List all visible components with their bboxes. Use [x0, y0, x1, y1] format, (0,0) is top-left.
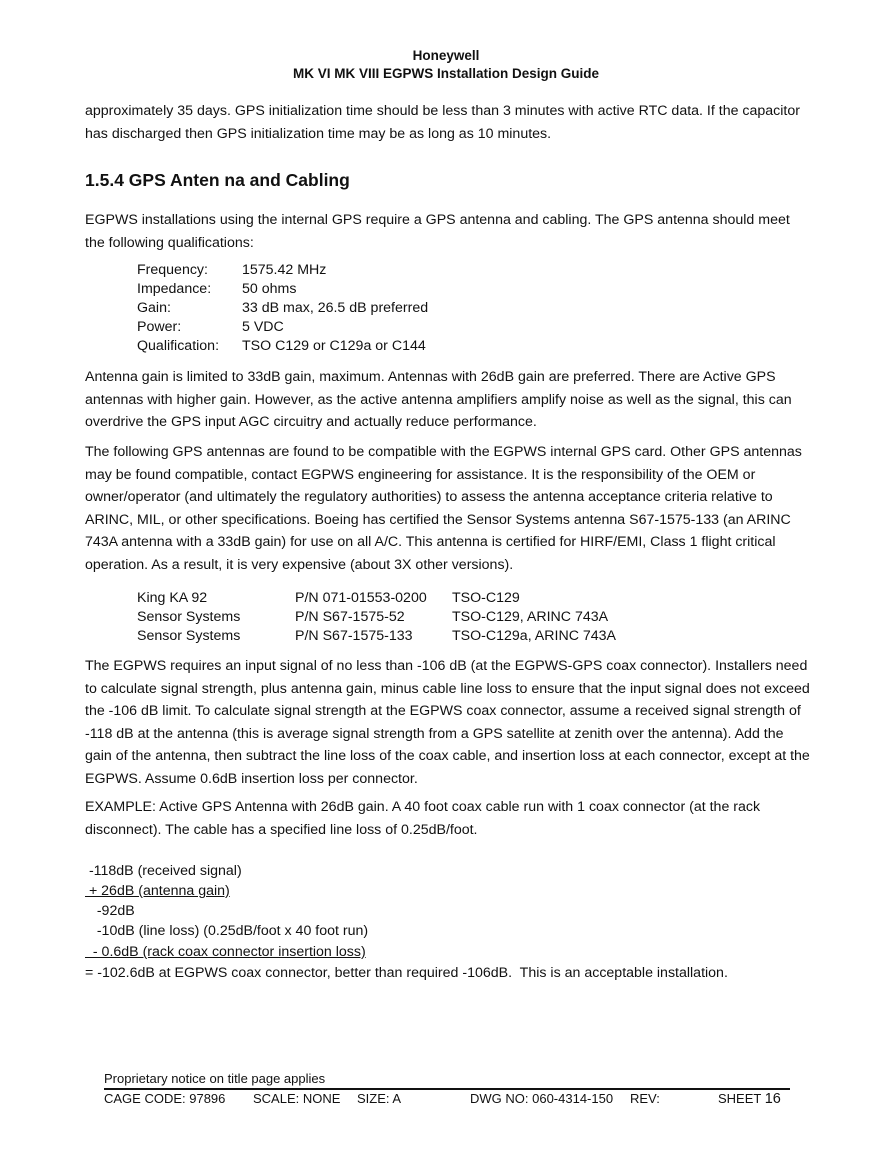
antenna-tso: TSO-C129	[452, 590, 520, 606]
antenna-tso: TSO-C129a, ARINC 743A	[452, 628, 617, 644]
spec-key: Gain:	[137, 300, 171, 316]
antenna-maker: Sensor Systems	[137, 609, 241, 625]
spec-key: Qualification:	[137, 338, 220, 354]
header-company: Honeywell	[412, 48, 480, 63]
spec-row	[137, 337, 426, 356]
paragraph-3: The following GPS antennas are found to be compatible with the EGPWS internal GPS card. Other GPS antennas may be found compatible, contact EGPWS engineering for assistance. It is the responsibility of the OEM or owner/operator (and ultimately the regulatory authorities) to assess the antenna acceptance criteria relative to ARINC, MIL, or other specifications. Boeing has certified the Sensor Systems antenna S67-1575-133 (an ARINC 743A antenna with a 33dB gain) for use on all A/C. This antenna is certified for HIRF/EMI, Class 1 flight critical operation. As a result, it is very expensive (about 3X other versions).	[85, 444, 802, 573]
calc-line: -118dB (received signal)	[85, 863, 242, 879]
section-heading: 1.5.4 GPS Anten na and Cabling	[85, 170, 350, 190]
calc-line-underlined: + 26dB (antenna gain)	[85, 883, 230, 899]
spec-value: 33 dB max, 26.5 dB preferred	[242, 300, 429, 316]
revision: REV:	[630, 1091, 660, 1106]
calc-line-underlined: - 0.6dB (rack coax connector insertion loss)	[85, 944, 366, 960]
intro-paragraph: approximately 35 days. GPS initialization time should be less than 3 minutes with active RTC data. If the capacitor has discharged then GPS initialization time may be as long as 10 minutes.	[85, 103, 800, 142]
antenna-maker: Sensor Systems	[137, 628, 241, 644]
antenna-part-number: P/N 071-01553-0200	[295, 590, 427, 606]
spec-value: 1575.42 MHz	[242, 262, 327, 278]
spec-row	[137, 261, 326, 280]
spec-row	[137, 318, 284, 337]
antenna-part-number: P/N S67-1575-52	[295, 609, 405, 625]
size: SIZE: A	[357, 1091, 402, 1106]
spec-value: 5 VDC	[242, 319, 284, 335]
calc-line: -92dB	[85, 903, 135, 919]
sheet-label: SHEET	[718, 1091, 762, 1106]
antenna-maker: King KA 92	[137, 590, 208, 606]
drawing-number: DWG NO: 060-4314-150	[470, 1091, 614, 1106]
calc-result: = -102.6dB at EGPWS coax connector, better than required -106dB. This is an acceptable installation.	[85, 965, 728, 981]
spec-key: Power:	[137, 319, 182, 335]
antenna-row	[137, 589, 520, 608]
antenna-row	[137, 627, 616, 646]
spec-row	[137, 299, 428, 318]
footer-divider	[104, 1088, 790, 1090]
scale: SCALE: NONE	[253, 1091, 341, 1106]
calc-line	[85, 942, 366, 962]
paragraph-4: The EGPWS requires an input signal of no less than -106 dB (at the EGPWS-GPS coax connector). Installers need to calculate signal strength, plus antenna gain, minus cable line loss to ensure that the input signal does not exceed the -106 dB limit. To calculate signal strength at the EGPWS coax connector, assume a received signal strength of -118 dB at the antenna (this is average signal strength from a GPS satellite at zenith over the antenna). Add the gain of the antenna, then subtract the line loss of the coax cable, and insertion loss at each connector, except at the EGPWS. Assume 0.6dB insertion loss per connector.	[85, 658, 810, 787]
spec-value: TSO C129 or C129a or C144	[242, 338, 426, 354]
paragraph-5: EXAMPLE: Active GPS Antenna with 26dB gain. A 40 foot coax cable run with 1 coax connector (at the rack disconnect). The cable has a specified line loss of 0.25dB/foot.	[85, 799, 761, 838]
spec-key: Impedance:	[137, 281, 212, 297]
antenna-part-number: P/N S67-1575-133	[295, 628, 413, 644]
spec-value: 50 ohms	[242, 281, 297, 297]
antenna-tso: TSO-C129, ARINC 743A	[452, 609, 609, 625]
sheet-number	[718, 1091, 781, 1107]
calc-line: -10dB (line loss) (0.25dB/foot x 40 foot run)	[85, 923, 369, 939]
cage-code: CAGE CODE: 97896	[104, 1091, 226, 1106]
proprietary-notice: Proprietary notice on title page applies	[104, 1071, 326, 1086]
spec-key: Frequency:	[137, 262, 208, 278]
paragraph-2: Antenna gain is limited to 33dB gain, maximum. Antennas with 26dB gain are preferred. There are Active GPS antennas with higher gain. However, as the active antenna amplifiers amplify noise as well as the signal, this can overdrive the GPS input AGC circuitry and actually reduce performance.	[85, 369, 792, 430]
spec-row	[137, 280, 296, 299]
sheet-value: 16	[764, 1091, 781, 1107]
antenna-row	[137, 608, 608, 627]
paragraph-1: EGPWS installations using the internal GPS require a GPS antenna and cabling. The GPS antenna should meet the following qualifications:	[85, 212, 790, 251]
header-title: MK VI MK VIII EGPWS Installation Design Guide	[292, 66, 600, 81]
calc-line	[85, 881, 230, 901]
